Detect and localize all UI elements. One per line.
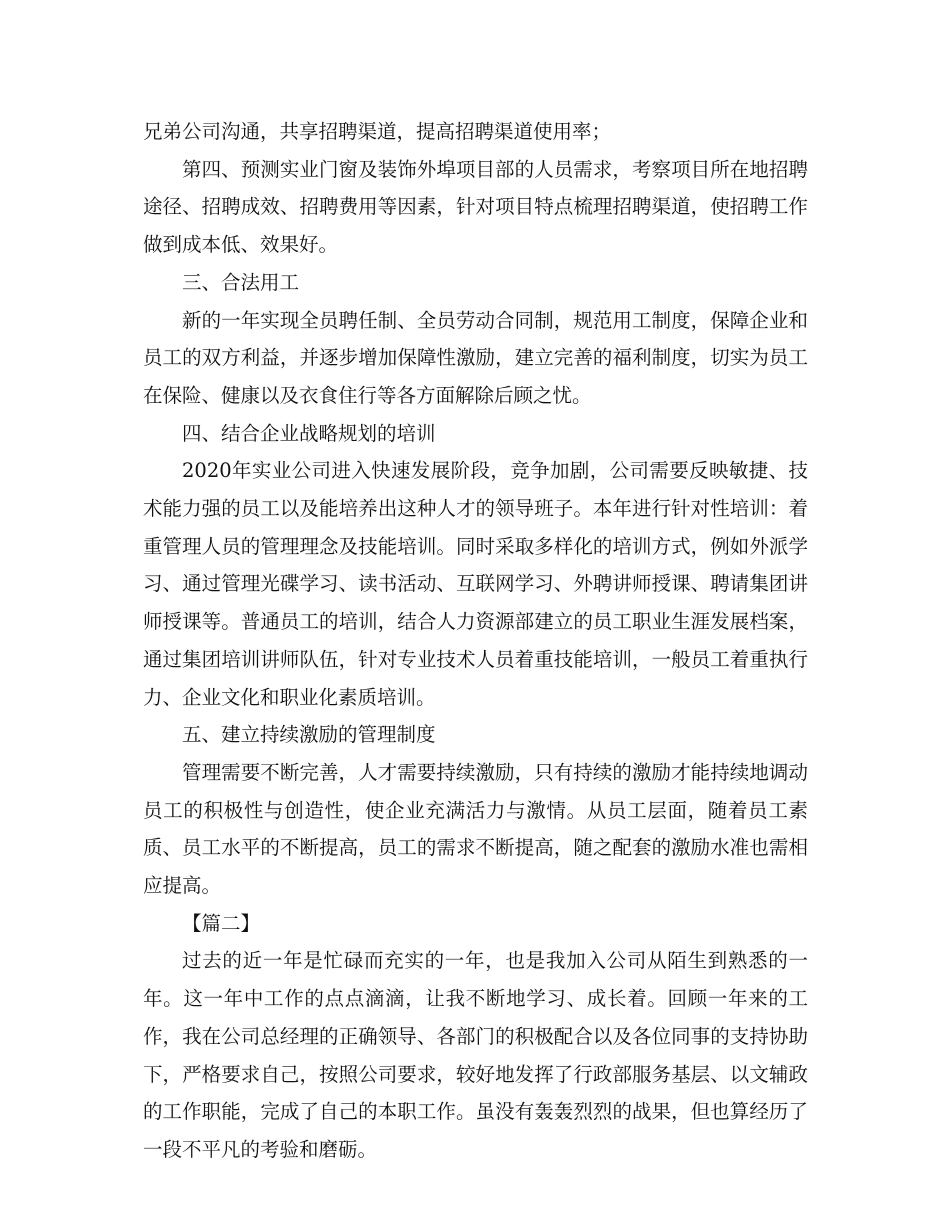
paragraph-incentives: 管理需要不断完善，人才需要持续激励，只有持续的激励才能持续地调动员工的积极性与创造性，使企业充满活力与激情。从员工层面，随着员工素质、员工水平的不断提高，员工的需求不断提高，随之配套的激励水准也需相应提高。 — [143, 760, 808, 898]
paragraph-part-two-intro: 过去的近一年是忙碌而充实的一年，也是我加入公司从陌生到熟悉的一年。这一年中工作的点点滴滴，让我不断地学习、成长着。回顾一年来的工作，我在公司总经理的正确领导、各部门的积极配合以及各位同事的支持协助下，严格要求自己，按照公司要求，较好地发挥了行政部服务基层、以文辅政的工作职能，完成了自己的本职工作。虽没有轰轰烈烈的战果，但也算经历了一段不平凡的考验和磨砺。 — [143, 949, 808, 1161]
paragraph-item-four: 第四、预测实业门窗及装饰外埠项目部的人员需求，考察项目所在地招聘途径、招聘成效、招聘费用等因素，针对项目特点梳理招聘渠道，使招聘工作做到成本低、效果好。 — [143, 157, 808, 257]
document-body — [143, 113, 808, 1169]
section-heading-training: 四、结合企业战略规划的培训 — [182, 421, 436, 445]
section-heading-incentives: 五、建立持续激励的管理制度 — [182, 723, 436, 747]
paragraph-continuation: 兄弟公司沟通，共享招聘渠道，提高招聘渠道使用率； — [143, 120, 612, 143]
paragraph-legal-employment: 新的一年实现全员聘任制、全员劳动合同制，规范用工制度，保障企业和员工的双方利益，并逐步增加保障性激励，建立完善的福利制度，切实为员工在保险、健康以及衣食住行等各方面解除后顾之忧。 — [143, 308, 808, 407]
paragraph-training: 2020年实业公司进入快速发展阶段，竞争加剧，公司需要反映敏捷、技术能力强的员工以及能培养出这种人才的领导班子。本年进行针对性培训：着重管理人员的管理理念及技能培训。同时采取多样化的培训方式，例如外派学习、通过管理光碟学习、读书活动、互联网学习、外聘讲师授课、聘请集团讲师授课等。普通员工的培训，结合人力资源部建立的员工职业生涯发展档案，通过集团培训讲师队伍，针对专业技术人员着重技能培训，一般员工着重执行力、企业文化和职业化素质培训。 — [143, 459, 808, 709]
section-heading-legal-employment: 三、合法用工 — [182, 270, 300, 294]
part-two-heading: 【篇二】 — [182, 911, 261, 935]
